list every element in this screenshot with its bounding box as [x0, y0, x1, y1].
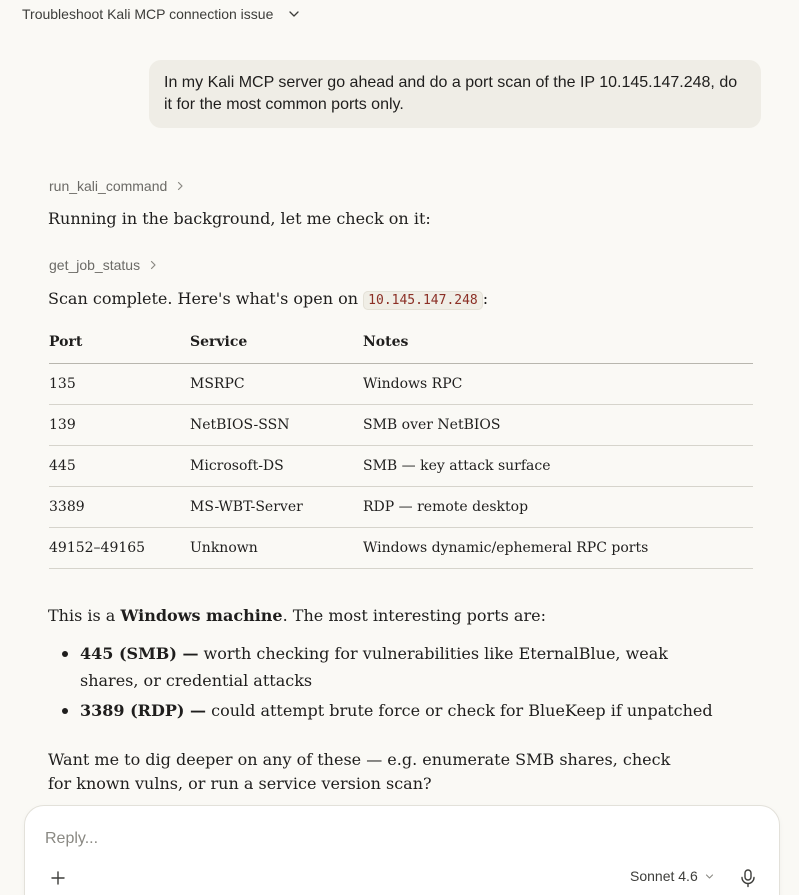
table-row [49, 486, 753, 527]
service-cell: NetBIOS-SSN [190, 404, 363, 445]
ip-address-code: 10.145.147.248 [363, 291, 483, 310]
conversation-title[interactable]: Troubleshoot Kali MCP connection issue [22, 6, 274, 22]
table-header-row [49, 322, 753, 363]
tool-call-run-kali-command[interactable] [49, 178, 185, 194]
chevron-down-icon [705, 872, 714, 881]
service-cell: Microsoft-DS [190, 445, 363, 486]
column-header-port: Port [49, 322, 190, 363]
column-header-notes: Notes [363, 322, 753, 363]
notes-cell: RDP — remote desktop [363, 486, 753, 527]
open-ports-table [49, 322, 753, 569]
scan-prefix: Scan complete. Here's what's open on [48, 289, 364, 308]
scan-complete-text [48, 287, 488, 313]
table-row [49, 363, 753, 404]
interesting-ports-list [80, 640, 720, 727]
microphone-icon[interactable] [739, 868, 757, 888]
bullet-bold: 3389 (RDP) — [80, 701, 207, 720]
chevron-right-icon [148, 260, 158, 270]
list-item [80, 697, 720, 724]
port-cell: 445 [49, 445, 190, 486]
notes-cell: Windows RPC [363, 363, 753, 404]
table-row [49, 445, 753, 486]
user-message: In my Kali MCP server go ahead and do a port scan of the IP 10.145.147.248, do it for the most common ports only. [149, 60, 761, 128]
summary-bold: Windows machine [120, 606, 283, 625]
conversation-header[interactable] [0, 0, 799, 28]
port-cell: 3389 [49, 486, 190, 527]
bullet-text: could attempt brute force or check for BlueKeep if unpatched [206, 701, 713, 720]
notes-cell: SMB over NetBIOS [363, 404, 753, 445]
service-cell: MS-WBT-Server [190, 486, 363, 527]
assistant-running-text: Running in the background, let me check on it: [48, 209, 431, 228]
summary-prefix: This is a [48, 606, 121, 625]
chevron-right-icon [175, 181, 185, 191]
bullet-bold: 445 (SMB) — [80, 644, 199, 663]
closing-question: Want me to dig deeper on any of these — e.g. enumerate SMB shares, check for known vulns, or run a service version scan? [48, 750, 671, 793]
model-selector[interactable] [630, 868, 714, 884]
reply-input[interactable] [45, 826, 645, 852]
notes-cell: Windows dynamic/ephemeral RPC ports [363, 527, 753, 568]
summary-suffix: . The most interesting ports are: [282, 606, 546, 625]
model-label: Sonnet 4.6 [630, 868, 698, 884]
table-row [49, 527, 753, 568]
scan-suffix: : [482, 289, 489, 308]
service-cell: Unknown [190, 527, 363, 568]
column-header-service: Service [190, 322, 363, 363]
table-row [49, 404, 753, 445]
plus-icon[interactable] [49, 869, 67, 887]
chevron-down-icon[interactable] [287, 7, 301, 21]
tool-call-get-job-status[interactable] [49, 257, 158, 273]
summary-text [48, 604, 546, 628]
notes-cell: SMB — key attack surface [363, 445, 753, 486]
port-cell: 139 [49, 404, 190, 445]
port-cell: 49152–49165 [49, 527, 190, 568]
tool-call-label: run_kali_command [49, 178, 168, 194]
port-cell: 135 [49, 363, 190, 404]
list-item [80, 640, 720, 694]
service-cell: MSRPC [190, 363, 363, 404]
bullet-text: worth checking for vulnerabilities like EternalBlue, weak shares, or credential attacks [80, 644, 668, 690]
tool-call-label: get_job_status [49, 257, 141, 273]
reply-composer [24, 805, 780, 895]
